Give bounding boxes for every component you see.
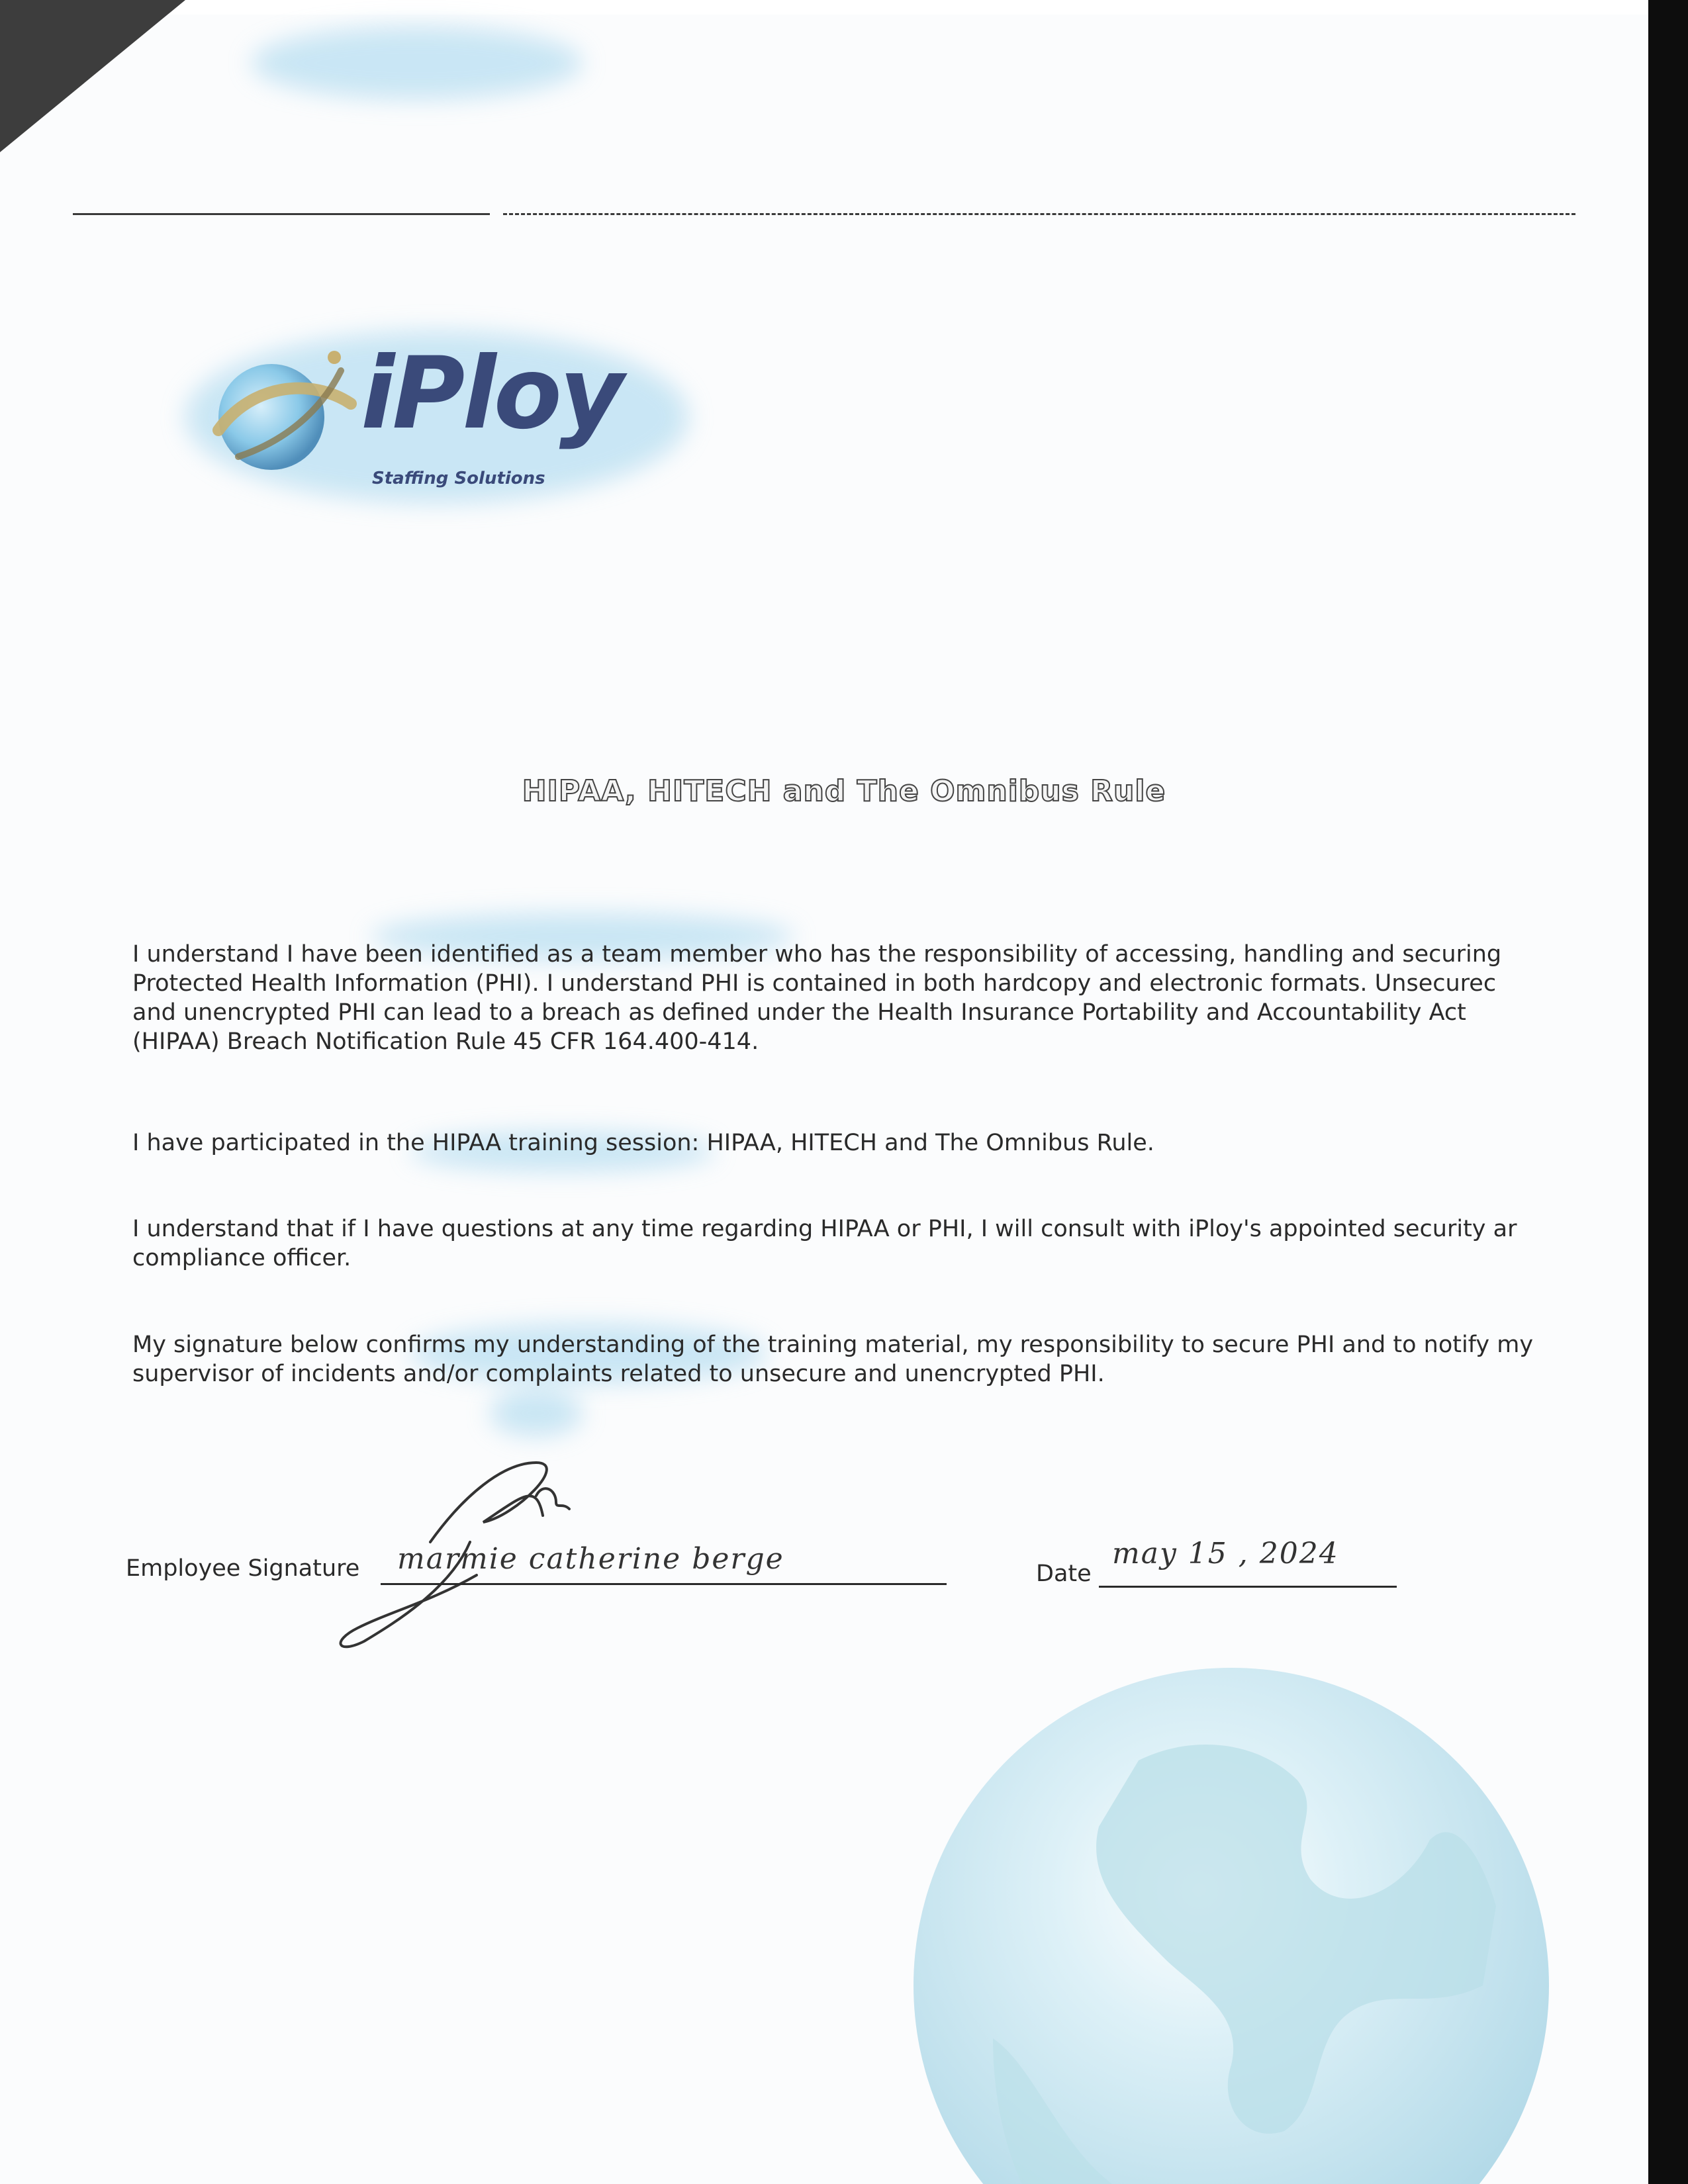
paragraph-responsibility [132, 940, 1648, 1056]
paragraph-line: supervisor of incidents and/or complaints related to unsecure and unencrypted PHI. [132, 1361, 1105, 1387]
header-rule-faded [503, 213, 1575, 215]
globe-icon [887, 1641, 1549, 2184]
paragraph-line: I understand I have been identified as a team member who has the responsibility of accessing, handling and securing [132, 941, 1502, 968]
date-line [1099, 1586, 1397, 1588]
paragraph-confirmation [132, 1330, 1648, 1388]
date-label: Date [1036, 1561, 1092, 1587]
date-value: may 15 , 2024 [1112, 1537, 1339, 1570]
logo-wordmark: iPloy [361, 336, 622, 451]
scan-edge-right [1648, 0, 1688, 2184]
paragraph-line: I understand that if I have questions at any time regarding HIPAA or PHI, I will consult with iPloy's appointed security ar [132, 1216, 1517, 1242]
toner-smudge [490, 1390, 583, 1436]
paragraph-line: Protected Health Information (PHI). I understand PHI is contained in both hardcopy and electronic formats. Unsecurec [132, 970, 1497, 997]
toner-smudge [252, 26, 583, 99]
signature-line [381, 1583, 947, 1585]
paragraph-training [132, 1128, 1648, 1158]
paragraph-line: compliance officer. [132, 1245, 352, 1271]
company-logo [199, 331, 675, 503]
paragraph-line: and unencrypted PHI can lead to a breach as defined under the Health Insurance Portability and Accountability Act [132, 999, 1466, 1026]
paragraph-questions [132, 1214, 1648, 1273]
paragraph-line: (HIPAA) Breach Notification Rule 45 CFR 164.400-414. [132, 1028, 759, 1055]
folded-corner [0, 0, 185, 152]
header-rule [73, 213, 490, 215]
signature-label: Employee Signature [126, 1555, 360, 1582]
paragraph-line: I have participated in the HIPAA training session: HIPAA, HITECH and The Omnibus Rule. [132, 1130, 1154, 1156]
signature-value: marmie catherine berge [397, 1542, 784, 1576]
paragraph-line: My signature below confirms my understanding of the training material, my responsibility to secure PHI and to notify my [132, 1332, 1534, 1358]
logo-tagline: Staffing Solutions [372, 469, 545, 488]
scan-margin-top [0, 0, 1648, 15]
globe-swoosh-icon [199, 344, 364, 490]
document-title: HIPAA, HITECH and The Omnibus Rule [522, 774, 1166, 808]
